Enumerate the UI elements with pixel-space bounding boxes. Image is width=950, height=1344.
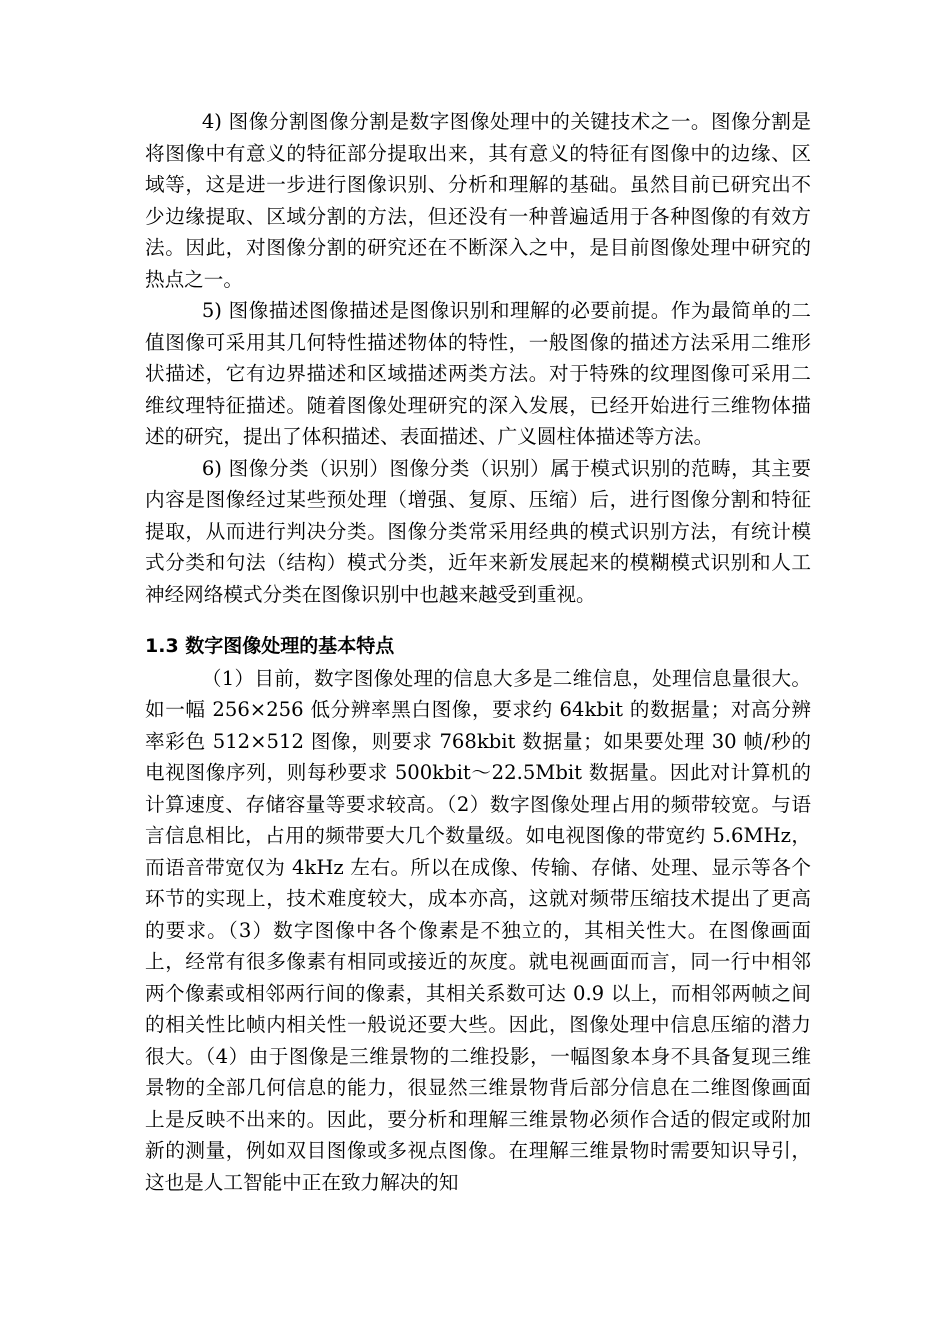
section-heading: 1.3 数字图像处理的基本特点 bbox=[145, 635, 395, 657]
paragraph-basic-features: （1）目前，数字图像处理的信息大多是二维信息，处理信息量很大。如一幅 256×256 低分辨率黑白图像，要求约 64kbit 的数据量；对高分辨率彩色 512×512 图像，则要求 768kbit 数据量；如果要处理 30 帧/秒的电视图像序列，则每秒要求 500kbit～22.5Mbit 数据量。因此对计算机的计算速度、存储容量等要求较高。（2）数字图像处理占用的频带较宽。与语言信息相比，占用的频带要大几个数量级。如电视图像的带宽约 5.6MHz，而语音带宽仅为 4kHz 左右。所以在成像、传输、存储、处理、显示等各个环节的实现上，技术难度较大，成本亦高，这就对频带压缩技术提出了更高的要求。（3）数字图像中各个像素是不独立的，其相关性大。在图像画面上，经常有很多像素有相同或接近的灰度。就电视画面而言，同一行中相邻两个像素或相邻两行间的像素，其相关系数可达 0.9 以上，而相邻两帧之间的相关性比帧内相关性一般说还要大些。因此，图像处理中信息压缩的潜力很大。（4）由于图像是三维景物的二维投影，一幅图象本身不具备复现三维景物的全部几何信息的能力，很显然三维景物背后部分信息在二维图像画面上是反映不出来的。因此，要分析和理解三维景物必须作合适的假定或附加新的测量，例如双目图像或多视点图像。在理解三维景物时需要知识导引，这也是人工智能中正在致力解决的知 bbox=[145, 666, 811, 1194]
paragraph-image-description: 5) 图像描述图像描述是图像识别和理解的必要前提。作为最简单的二值图像可采用其几何特性描述物体的特性，一般图像的描述方法采用二维形状描述，它有边界描述和区域描述两类方法。对于特殊的纹理图像可采用二维纹理特征描述。随着图像处理研究的深入发展，已经开始进行三维物体描述的研究，提出了体积描述、表面描述、广义圆柱体描述等方法。 bbox=[145, 299, 811, 448]
paragraph-image-classification: 6) 图像分类（识别）图像分类（识别）属于模式识别的范畴，其主要内容是图像经过某些预处理（增强、复原、压缩）后，进行图像分割和特征提取，从而进行判决分类。图像分类常采用经典的模式识别方法，有统计模式分类和句法（结构）模式分类，近年来新发展起来的模糊模式识别和人工神经网络模式分类在图像识别中也越来越受到重视。 bbox=[145, 456, 811, 606]
paragraph-image-segmentation: 4) 图像分割图像分割是数字图像处理中的关键技术之一。图像分割是将图像中有意义的特征部分提取出来，其有意义的特征有图像中的边缘、区域等，这是进一步进行图像识别、分析和理解的基础。虽然目前已研究出不少边缘提取、区域分割的方法，但还没有一种普遍适用于各种图像的有效方法。因此，对图像分割的研究还在不断深入之中，是目前图像处理中研究的热点之一。 bbox=[145, 110, 811, 291]
document-page bbox=[145, 106, 811, 1198]
